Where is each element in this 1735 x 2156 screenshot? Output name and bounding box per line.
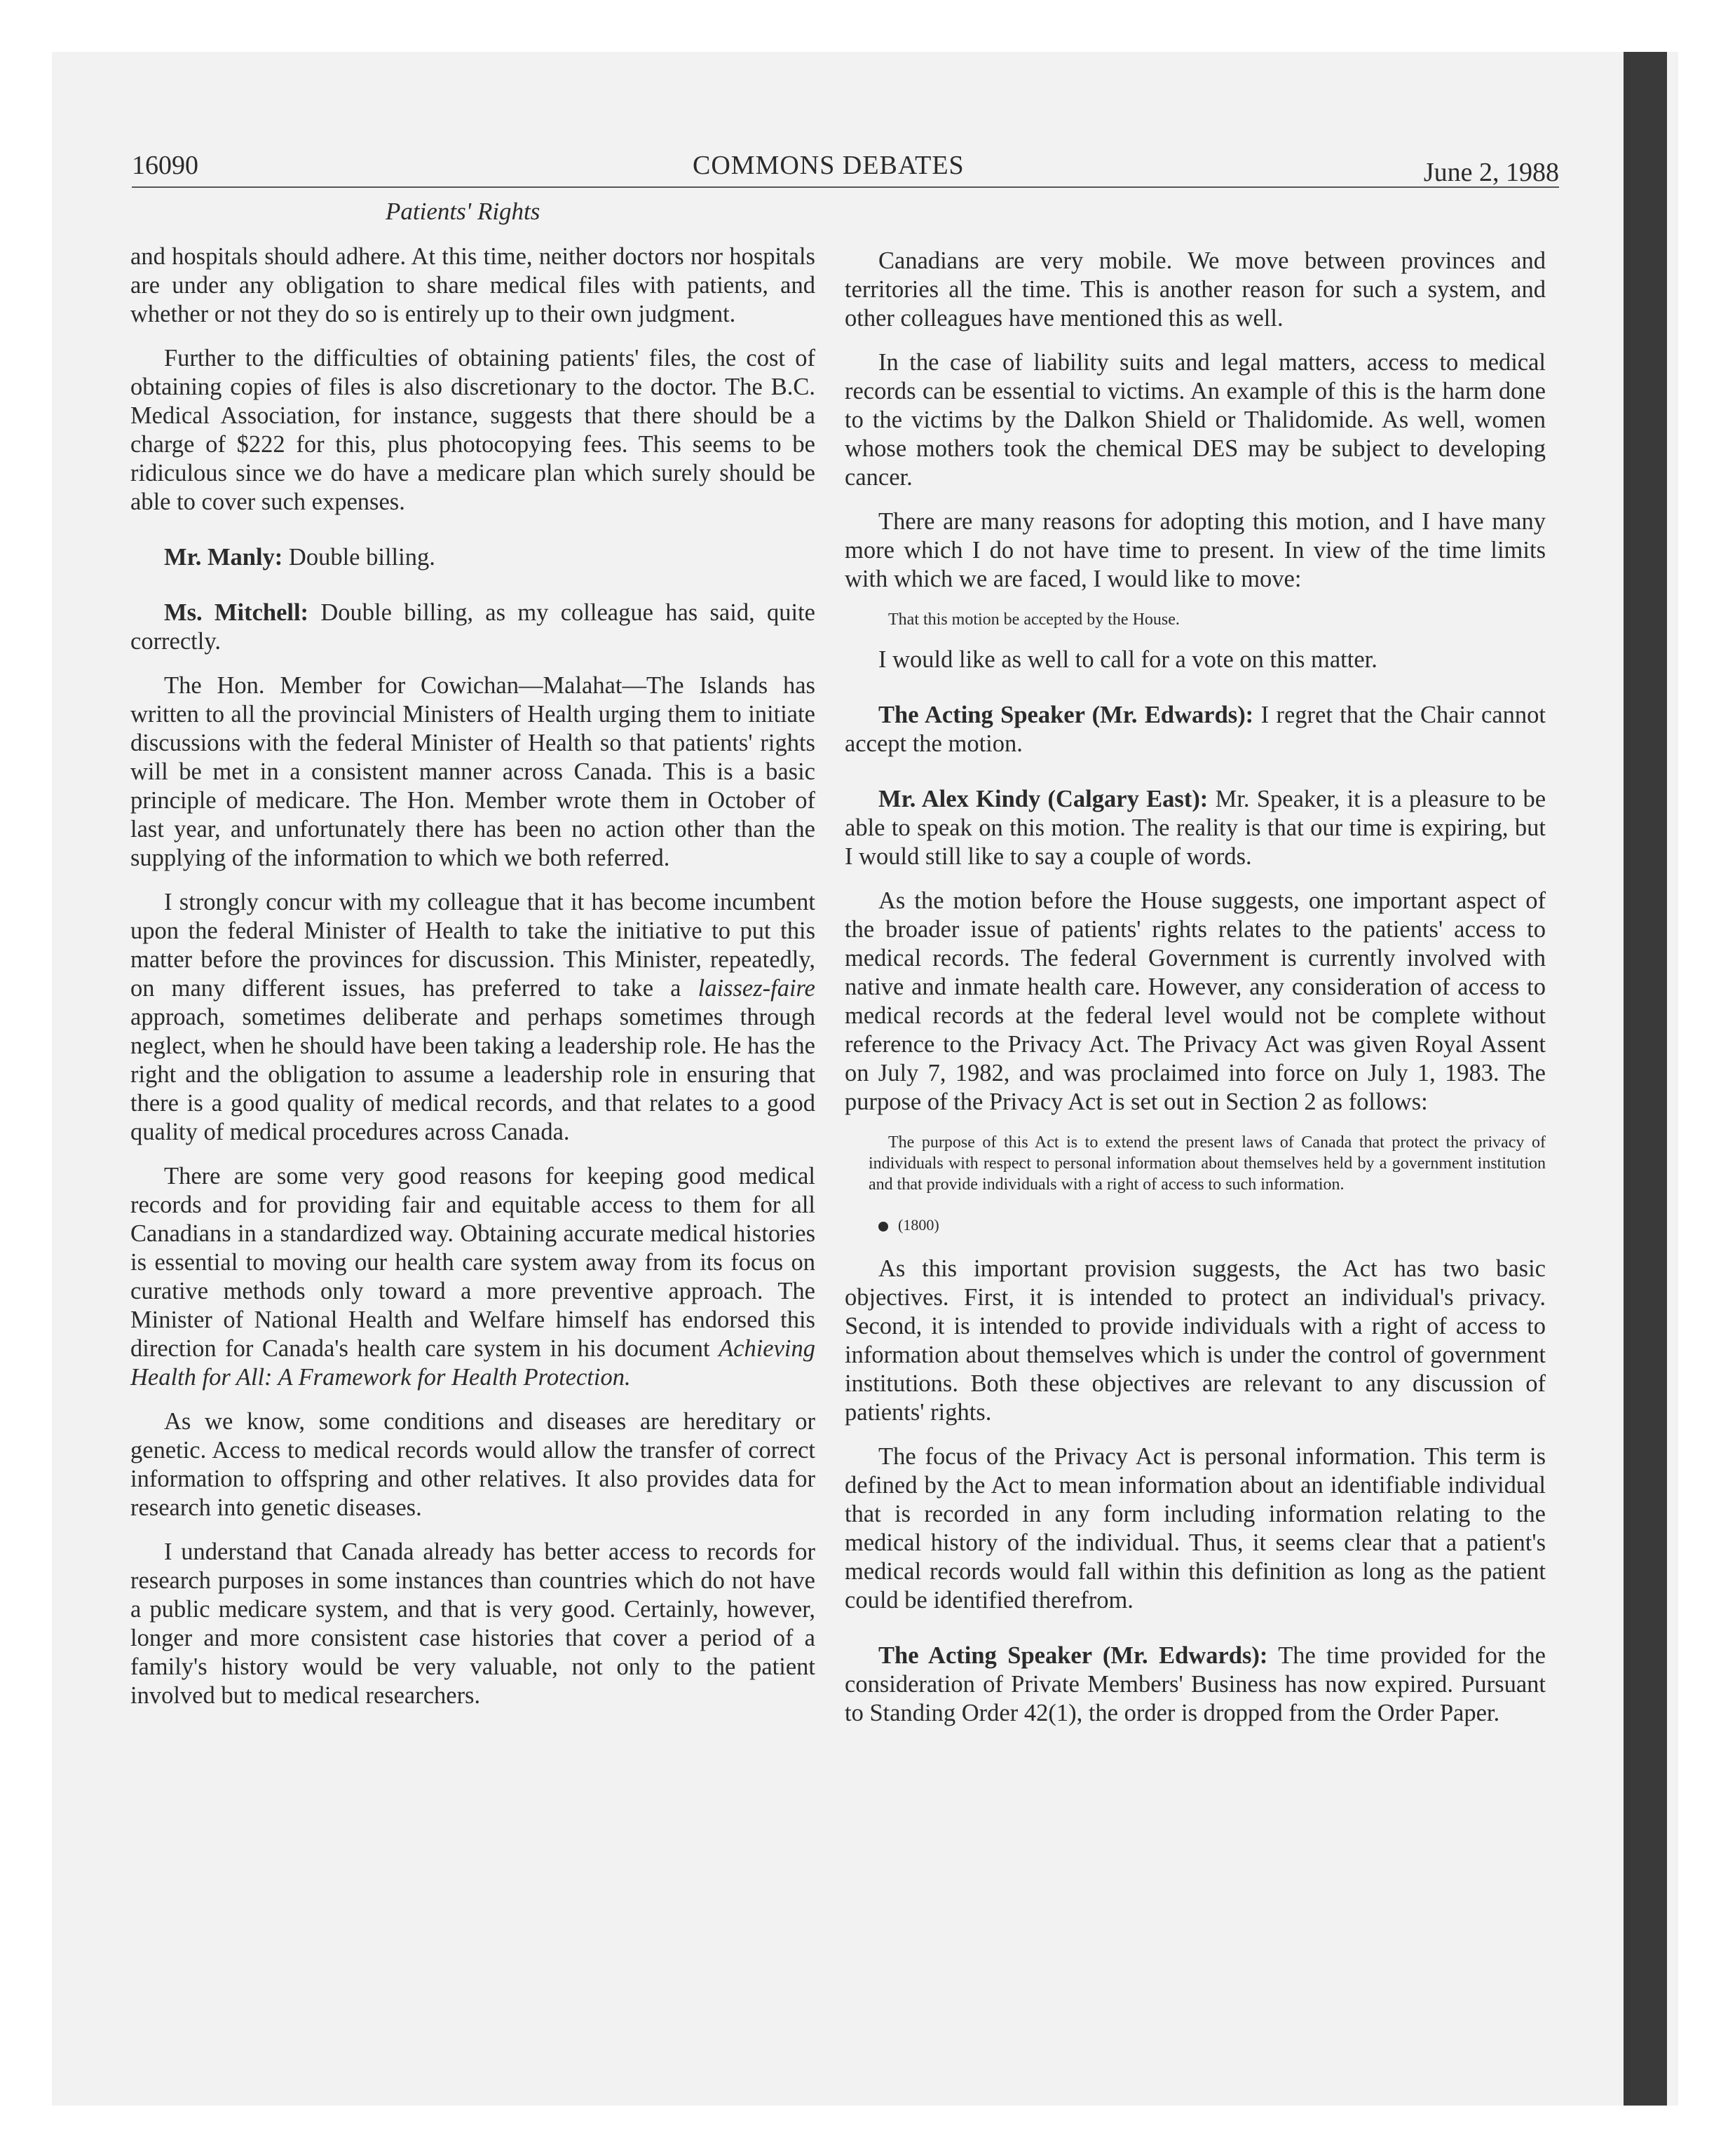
paragraph: In the case of liability suits and legal matters, access to medical records can be essential to victims. An example of this is the harm done to the victims by the Dalkon Shield or Thalidomide. As well, women whose mothers took the chemical DES may be subject to developing cancer. (845, 349, 1546, 491)
speaker-name: The Acting Speaker (Mr. Edwards): (878, 702, 1254, 728)
paragraph: As this important provision suggests, the Act has two basic objectives. First, it is intended to protect an individual's privacy. Second, it is intended to provide individuals with a right of access to information about themselves which is under the control of government institutions. Both these objectives are relevant to any discussion of patients' rights. (845, 1255, 1546, 1426)
speaker-name: The Acting Speaker (Mr. Edwards): (878, 1642, 1268, 1669)
publication-title: COMMONS DEBATES (693, 151, 965, 180)
publication-date: June 2, 1988 (1423, 158, 1559, 187)
speech-text: Mr. Speaker, it is a pleasure to be able to speak on this motion. The reality is that our time is expiring, but I would still like to say a couple of words. (845, 786, 1546, 870)
bullet-icon (878, 1222, 888, 1231)
speech-manly (130, 543, 815, 572)
paragraph: and hospitals should adhere. At this time, neither doctors nor hospitals are under any obligation to share medical files with patients, and whether or not they do so is entirely up to their own judgment. (130, 243, 815, 327)
speech-text: Double billing. (283, 544, 435, 571)
motion-quote: That this motion be accepted by the House. (888, 610, 1180, 629)
binding-edge (1624, 52, 1667, 2106)
paragraph (130, 1162, 815, 1392)
paragraph: I would like as well to call for a vote on this matter. (878, 646, 1377, 673)
speaker-name: Ms. Mitchell: (164, 599, 309, 626)
paragraph (130, 888, 815, 1147)
speech-mitchell (130, 599, 815, 656)
paragraph: There are many reasons for adopting this motion, and I have many more which I do not have time to present. In view of the time limits with which we are faced, I would like to move: (845, 508, 1546, 592)
section-title: Patients' Rights (386, 198, 540, 225)
running-header (132, 147, 1559, 188)
speech-kindy (845, 785, 1546, 871)
page-number: 16090 (132, 151, 198, 180)
paragraph: The Hon. Member for Cowichan—Malahat—The Islands has written to all the provincial Ministers of Health urging them to initiate discussions with the federal Minister of Health so that patients' rights will be met in a consistent manner across Canada. This is a basic principle of medicare. The Hon. Member wrote them in October of last year, and unfortunately there has been no action other than the supplying of the information to which we both referred. (130, 672, 815, 871)
text-run: approach, sometimes deliberate and perhaps sometimes through neglect, when he should have been taking a leadership role. He has the right and the obligation to assume a leadership role in ensuring that there is a good quality of medical records, and that relates to a good quality of medical procedures across Canada. (130, 1004, 815, 1145)
speech-text: The time provided for the consideration of Private Members' Business has now expired. Pursuant to Standing Order 42(1), the order is dropped from the Order Paper. (845, 1642, 1546, 1726)
speech-acting-speaker (845, 701, 1546, 758)
document-title: Achieving Health for All: A Framework for Health Protection. (130, 1335, 815, 1391)
statute-quote: The purpose of this Act is to extend the present laws of Canada that protect the privacy of individuals with respect to personal information about themselves held by a government institution and that provide individuals with a right of access to such information. (869, 1133, 1546, 1194)
right-column (845, 247, 1546, 1743)
speech-text: Double billing, as my colleague has said, quite correctly. (130, 599, 815, 655)
paragraph: The focus of the Privacy Act is personal information. This term is defined by the Act to mean information about an identifiable individual that is recorded in any form including information relating to the medical history of the individual. Thus, it seems clear that a patient's medical records would fall within this definition as long as the patient could be identified therefrom. (845, 1443, 1546, 1613)
text-run: I strongly concur with my colleague that it has become incumbent upon the federal Minister of Health to take the initiative to put this matter before the provinces for discussion. This Minister, repeatedly, on many different issues, has preferred to take a (130, 889, 815, 1002)
paragraph: Further to the difficulties of obtaining patients' files, the cost of obtaining copies of files is also discretionary to the doctor. The B.C. Medical Association, for instance, suggests that there should be a charge of $222 for this, plus photocopying fees. This seems to be ridiculous since we do have a medicare plan which surely should be able to cover such expenses. (130, 345, 815, 515)
paragraph: As the motion before the House suggests, one important aspect of the broader issue of patients' rights relates to the patients' access to medical records. The federal Government is currently involved with native and inmate health care. However, any consideration of access to medical records at the federal level would not be complete without reference to the Privacy Act. The Privacy Act was given Royal Assent on July 7, 1982, and was proclaimed into force on July 1, 1983. The purpose of the Privacy Act is set out in Section 2 as follows: (845, 887, 1546, 1115)
paragraph: Canadians are very mobile. We move between provinces and territories all the time. This is another reason for such a system, and other colleagues have mentioned this as well. (845, 247, 1546, 332)
speaker-name: Mr. Manly: (164, 544, 283, 571)
time-marker-text: (1800) (898, 1216, 939, 1234)
text-run: There are some very good reasons for keeping good medical records and for providing fair and equitable access to them for all Canadians in a standardized way. Obtaining accurate medical histories is essential to moving our health care system away from its focus on curative methods only toward a more preventive approach. The Minister of National Health and Welfare himself has endorsed this direction for Canada's health care system in his document (130, 1163, 815, 1362)
left-column (130, 243, 815, 1726)
italic-term: laissez-faire (698, 975, 815, 1002)
paragraph: I understand that Canada already has better access to records for research purposes in some instances than countries which do not have a public medicare system, and that is very good. Certainly, however, longer and more consistent case histories that cover a period of a family's history would be very valuable, not only to the patient involved but to medical researchers. (130, 1538, 815, 1709)
speaker-name: Mr. Alex Kindy (Calgary East): (878, 786, 1209, 812)
time-marker (845, 1210, 1546, 1239)
paragraph: As we know, some conditions and diseases are hereditary or genetic. Access to medical records would allow the transfer of correct information to offspring and other relatives. It also provides data for research into genetic diseases. (130, 1408, 815, 1521)
speech-acting-speaker (845, 1642, 1546, 1728)
speech-text: I regret that the Chair cannot accept the motion. (845, 702, 1546, 757)
